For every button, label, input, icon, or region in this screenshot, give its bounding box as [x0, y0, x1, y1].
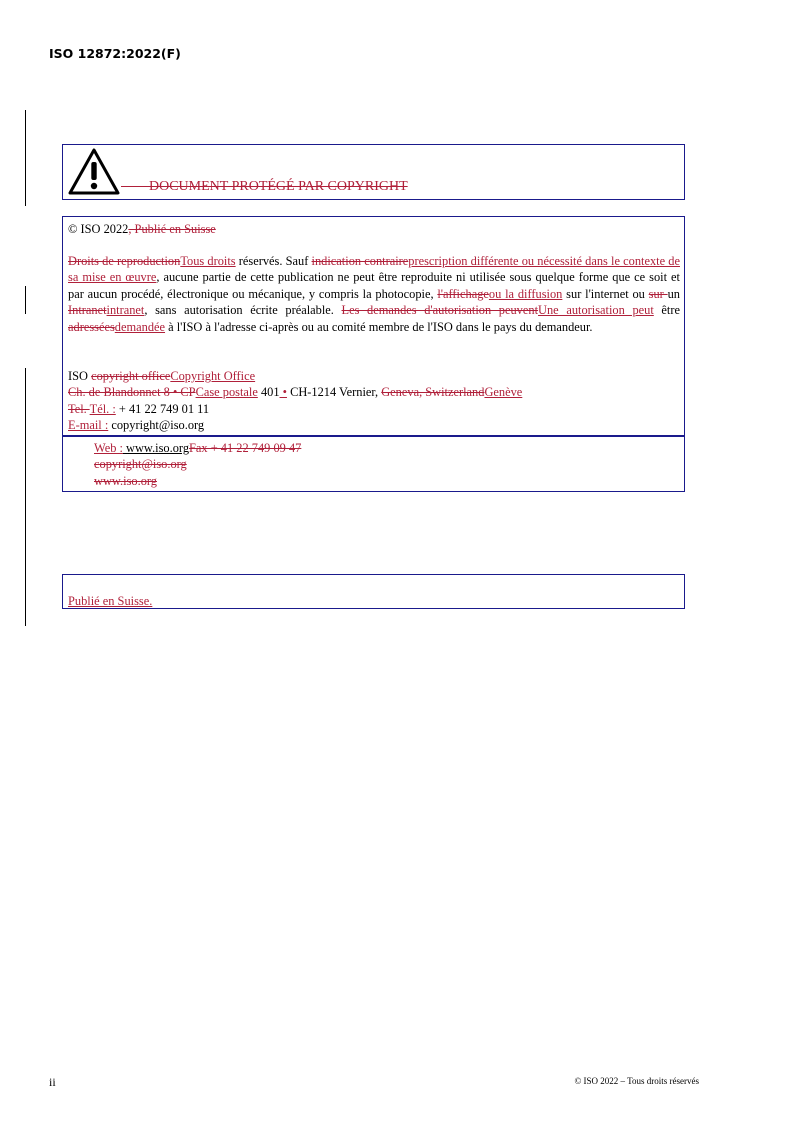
deleted-web-line: www.iso.org: [94, 473, 157, 488]
change-bar: [25, 110, 26, 206]
web-line: Web : www.iso.orgFax + 41 22 749 09 47: [94, 441, 302, 455]
address-line-postal: Ch. de Blandonnet 8 • CPCase postale 401 • CH-1214 Vernier, Geneva, SwitzerlandGenève: [68, 385, 523, 400]
warning-triangle-icon: [68, 147, 120, 195]
contact-box: [62, 436, 685, 492]
address-line-email: E-mail : copyright@iso.org: [68, 418, 205, 433]
published-box: [62, 574, 685, 609]
deleted-email-line: copyright@iso.org: [94, 457, 187, 472]
contact-lines: [94, 440, 301, 489]
copyright-notice-box: [62, 216, 685, 436]
copyright-line: © ISO 2022, Publié en Suisse: [68, 222, 216, 236]
change-bar: [25, 286, 26, 314]
published-text: Publié en Suisse.: [68, 594, 153, 608]
document-id: ISO 12872:2022(F): [49, 46, 181, 61]
page-number: ii: [49, 1075, 56, 1089]
address-block: [68, 368, 522, 434]
copyright-title-box: [62, 144, 685, 200]
footer-copyright: © ISO 2022 – Tous droits réservés: [574, 1076, 699, 1086]
address-line-office: ISO copyright officeCopyright Office: [68, 369, 256, 383]
copyright-title: DOCUMENT PROTÉGÉ PAR COPYRIGHT: [149, 179, 408, 194]
address-line-phone: Tel. Tél. : + 41 22 749 01 11: [68, 401, 210, 416]
change-bar: [25, 368, 26, 626]
rights-paragraph: Droits de reproductionTous droits réservés. Sauf indication contraireprescription différente ou nécessité dans le contexte de sa mise en œuvre, aucune partie de cette publication ne peut être reproduite ni utilisée sous quelque forme que ce soit et par aucun procédé, électronique ou mécanique, y compris la photocopie, l'affichageou la diffusion sur l'internet ou sur un Intranetintranet, sans autorisation écrite préalable. Les demandes d'autorisation peuventUne autorisation peut être adresséesdemandée à l'ISO à l'adresse ci-après ou au comité membre de l'ISO dans le pays du demandeur.: [68, 254, 681, 334]
